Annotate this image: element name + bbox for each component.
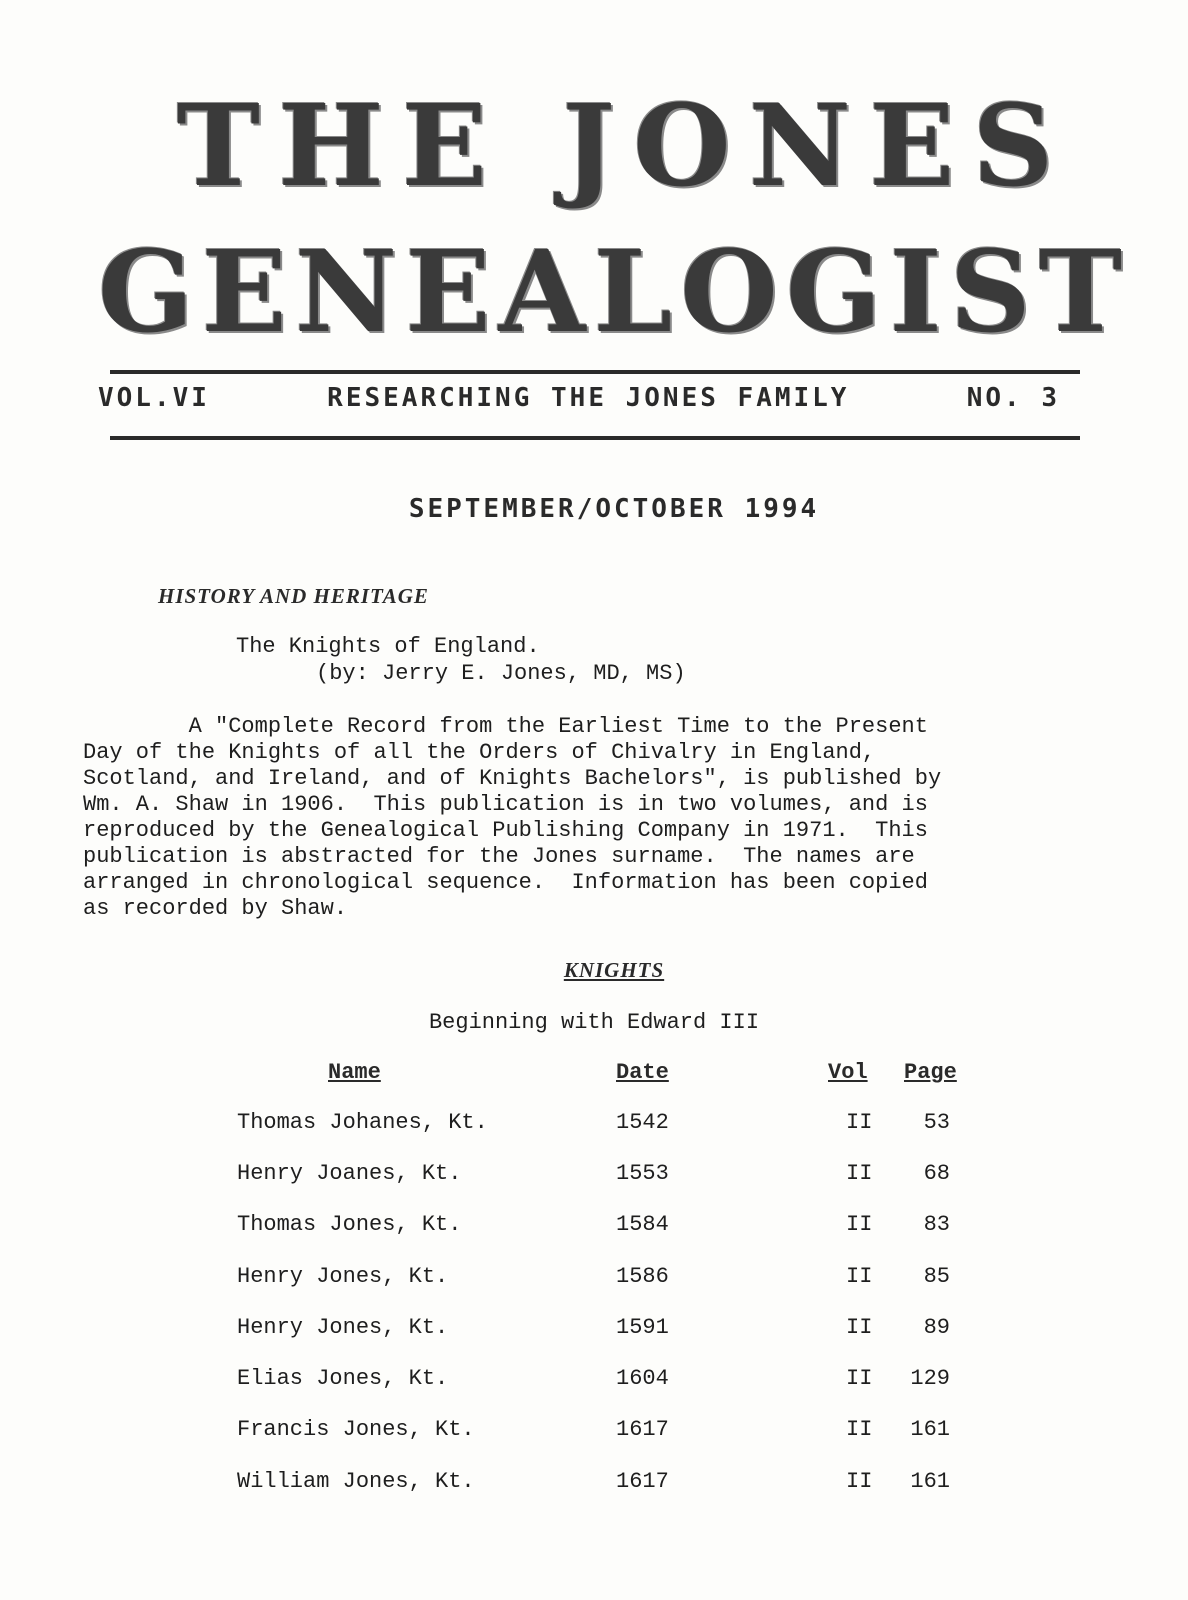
cell-vol: II [846,1315,873,1340]
table-row [0,1110,1188,1140]
cell-name: Elias Jones, Kt. [237,1366,449,1391]
cell-name: Henry Joanes, Kt. [237,1161,462,1186]
knights-heading: KNIGHTS [563,958,665,982]
cell-name: Henry Jones, Kt. [237,1315,449,1340]
cell-date: 1586 [616,1264,669,1289]
table-row [0,1264,1188,1294]
column-header-name: Name [328,1060,381,1085]
paragraph-line: Wm. A. Shaw in 1906. This publication is in two volumes, and is [83,792,928,817]
article-title: The Knights of England. [236,634,540,659]
column-header-vol: Vol [828,1060,868,1085]
cell-page: 68 [923,1161,950,1186]
issue-number: NO. 3 [966,383,1060,413]
cell-page: 53 [923,1110,950,1135]
cell-vol: II [846,1161,873,1186]
cell-name: Thomas Johanes, Kt. [237,1110,488,1135]
cell-name: Thomas Jones, Kt. [237,1212,462,1237]
cell-date: 1542 [616,1110,669,1135]
article-paragraph [83,714,1093,922]
tagline: RESEARCHING THE JONES FAMILY [327,383,850,413]
table-row [0,1315,1188,1345]
cell-vol: II [846,1264,873,1289]
table-row [0,1212,1188,1242]
cell-name: Francis Jones, Kt. [237,1417,475,1442]
cell-name: Henry Jones, Kt. [237,1264,449,1289]
paragraph-line: reproduced by the Genealogical Publishing Company in 1971. This [83,818,928,843]
masthead-title-line-1: THE JONES [176,81,1072,212]
column-header-date: Date [616,1060,669,1085]
cell-name: William Jones, Kt. [237,1469,475,1494]
cell-date: 1617 [616,1469,669,1494]
cell-vol: II [846,1212,873,1237]
cell-date: 1617 [616,1417,669,1442]
cell-vol: II [846,1366,873,1391]
cell-page: 129 [910,1366,950,1391]
cell-page: 161 [910,1417,950,1442]
table-row [0,1417,1188,1447]
table-row [0,1469,1188,1499]
paragraph-line: Day of the Knights of all the Orders of Chivalry in England, [83,740,876,765]
table-row [0,1366,1188,1396]
cell-page: 85 [923,1264,950,1289]
article-byline: (by: Jerry E. Jones, MD, MS) [316,661,686,686]
volume-line [98,383,1060,413]
knights-subheading: Beginning with Edward III [428,1010,760,1035]
masthead-rule-top [110,370,1080,374]
cell-date: 1553 [616,1161,669,1186]
section-heading: HISTORY AND HERITAGE [158,584,429,608]
paragraph-line: publication is abstracted for the Jones surname. The names are [83,844,915,869]
cell-date: 1604 [616,1366,669,1391]
issue-date: SEPTEMBER/OCTOBER 1994 [408,494,820,524]
paragraph-line: as recorded by Shaw. [83,896,348,921]
cell-vol: II [846,1417,873,1442]
paragraph-line: A "Complete Record from the Earliest Time to the Present [83,714,928,739]
cell-vol: II [846,1469,873,1494]
paragraph-line: Scotland, and Ireland, and of Knights Bachelors", is published by [83,766,942,791]
volume-number: VOL.VI [98,383,210,413]
masthead-rule-bottom [110,436,1080,440]
masthead-title-line-2: GENEALOGIST [97,227,1131,358]
column-header-page: Page [904,1060,957,1085]
cell-page: 83 [923,1212,950,1237]
cell-page: 89 [923,1315,950,1340]
cell-page: 161 [910,1469,950,1494]
cell-date: 1584 [616,1212,669,1237]
table-row [0,1161,1188,1191]
cell-vol: II [846,1110,873,1135]
paragraph-line: arranged in chronological sequence. Information has been copied [83,870,928,895]
cell-date: 1591 [616,1315,669,1340]
